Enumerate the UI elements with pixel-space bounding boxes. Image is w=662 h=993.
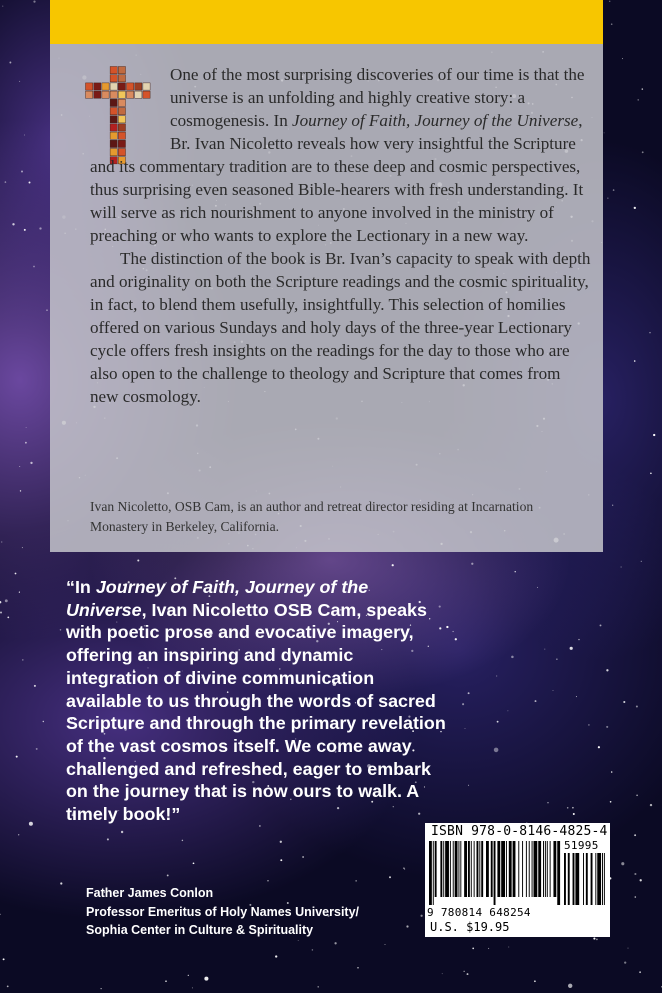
star: [508, 946, 509, 947]
star: [101, 988, 102, 989]
star: [621, 566, 622, 567]
star: [137, 559, 139, 561]
endorsement-quote: “In Journey of Faith, Journey of the Universe, Ivan Nicoletto OSB Cam, speaks with poetic prose and evocative imagery, offering an inspiring and dynamic integration of divine communication available to us through the words of sacred Scripture and through the primary revelation of the vast cosmos itself. We come away challenged and refreshed, eager to embark on the journey that is now ours to walk. A timely book!”: [66, 577, 446, 825]
star: [3, 958, 5, 960]
star: [46, 309, 48, 311]
barcode-bar: [486, 841, 489, 897]
star: [649, 332, 651, 334]
barcode-block: [425, 823, 610, 937]
star: [636, 705, 638, 707]
star: [60, 882, 62, 884]
star: [24, 229, 26, 231]
barcode-bar: [513, 841, 516, 897]
star: [392, 564, 394, 566]
star: [192, 987, 193, 988]
star: [39, 227, 41, 229]
barcode-bar: [501, 841, 505, 897]
barcode-bar: [506, 841, 507, 897]
star: [642, 88, 643, 89]
barcode-bar: [583, 853, 584, 905]
barcode-bar: [453, 841, 454, 897]
star: [578, 639, 579, 640]
star: [606, 726, 608, 728]
price-label: U.S. $19.95: [430, 920, 510, 934]
barcode-bar: [543, 841, 544, 897]
star: [611, 23, 613, 25]
star: [511, 656, 514, 659]
star: [1, 542, 2, 543]
star: [453, 631, 454, 632]
star: [515, 571, 516, 572]
star: [34, 685, 36, 687]
star: [357, 967, 359, 969]
star: [16, 756, 18, 758]
barcode-bar: [468, 841, 470, 897]
star: [193, 862, 195, 864]
star: [641, 561, 642, 562]
star: [570, 647, 573, 650]
barcode-bar: [435, 841, 437, 897]
star: [598, 746, 600, 748]
barcode-bar: [429, 841, 432, 905]
star: [26, 427, 27, 428]
star: [596, 939, 598, 941]
star: [389, 876, 391, 878]
author-bio: Ivan Nicoletto, OSB Cam, is an author and retreat director residing at Incarnation Monastery in Berkeley, California.: [90, 499, 534, 534]
barcode-bar: [474, 841, 475, 897]
star: [535, 700, 537, 702]
barcode-bar: [575, 853, 579, 905]
star: [604, 132, 605, 133]
star: [455, 638, 457, 640]
star: [468, 692, 470, 694]
barcode-bar: [534, 841, 538, 897]
barcode-bar: [433, 841, 434, 905]
star: [467, 973, 469, 975]
star: [356, 880, 357, 881]
star: [22, 547, 23, 548]
book-description: [90, 63, 593, 408]
star: [188, 975, 189, 976]
ean-digits: 9 780814 648254: [427, 906, 531, 919]
description-paragraph-2: The distinction of the book is Br. Ivan’s capacity to speak with depth and originality on both the Scripture readings and the cosmic spirituality, in fact, to blend them usefully, insightfully. This selection of homilies offered on various Sundays and holy days of the three-year Lectionary cycle offers fresh insights on the readings for the day to those who are also open to the challenge to theology and Scripture that comes from new cosmology.: [90, 249, 591, 406]
star: [640, 879, 642, 881]
star: [36, 748, 38, 750]
price-code-digits: 51995: [564, 839, 599, 852]
star: [0, 612, 2, 614]
star: [60, 629, 62, 631]
star: [634, 207, 636, 209]
barcode-bar: [522, 841, 523, 897]
star: [613, 189, 615, 191]
star: [634, 896, 636, 898]
star: [107, 838, 109, 840]
star: [33, 266, 35, 268]
description-paragraph-1: One of the most surprising discoveries of our time is that the universe is an unfolding and highly creative story: a cosmogenesis. In Journey of Faith, Journey of the Universe, Br. Ivan Nicoletto reveals how very insightful the Scripture and its commentary tradition are to these deep and cosmic perspectives, thus surprising even seasoned Bible-hearers with fresh understanding. It will serve as rich nourishment to anyone involved in the ministry of preaching or who wants to explore the Lectionary in a new way.: [90, 65, 585, 245]
star: [639, 971, 641, 973]
barcode-bar: [526, 841, 527, 897]
star: [182, 840, 184, 842]
star: [267, 880, 268, 881]
star: [576, 696, 577, 697]
star: [22, 659, 24, 661]
star: [612, 505, 613, 506]
barcode-bar: [564, 853, 566, 905]
star: [298, 940, 299, 941]
star: [568, 984, 572, 988]
star: [7, 985, 9, 987]
endorsement-book-title: Journey of Faith, Journey of the Universe: [66, 577, 369, 620]
star: [600, 624, 602, 626]
star: [385, 944, 386, 945]
star: [404, 869, 405, 870]
star: [556, 659, 557, 660]
barcode-bar: [532, 841, 533, 897]
star: [43, 721, 44, 722]
star: [462, 703, 464, 705]
star: [573, 813, 575, 815]
barcode-bar: [550, 841, 551, 897]
barcode-bar: [458, 841, 459, 897]
star: [165, 980, 167, 982]
star: [464, 971, 465, 972]
star: [280, 841, 282, 843]
barcode-bar: [455, 841, 458, 897]
star: [642, 151, 644, 153]
star: [312, 949, 314, 951]
star: [19, 466, 20, 467]
barcode-bar: [477, 841, 479, 897]
star: [472, 948, 474, 950]
star: [204, 977, 208, 981]
star: [553, 690, 554, 691]
star: [488, 948, 489, 949]
star: [609, 1, 610, 2]
barcode-bar: [573, 853, 575, 905]
star: [611, 771, 613, 773]
star: [25, 442, 27, 444]
star: [18, 834, 19, 835]
barcode-bar: [595, 853, 596, 905]
barcode-bar: [547, 841, 548, 897]
star: [5, 181, 7, 183]
star: [610, 801, 612, 803]
star: [547, 802, 548, 803]
barcode-bar: [479, 841, 480, 897]
book-title-italic: Journey of Faith, Journey of the Universe: [292, 111, 579, 130]
star: [446, 626, 448, 628]
star: [29, 182, 31, 184]
barcode-bar: [604, 853, 605, 905]
barcode-bar: [538, 841, 541, 897]
barcode-bar: [586, 853, 588, 905]
barcode-bar: [481, 841, 483, 897]
star: [606, 669, 608, 671]
ean-barcode: [429, 841, 561, 905]
barcode-bar: [568, 853, 570, 905]
star: [588, 724, 590, 726]
star: [634, 834, 636, 836]
barcode-bar: [557, 841, 560, 905]
star: [572, 807, 574, 809]
endorsement-attribution: [86, 884, 416, 940]
star: [15, 573, 17, 575]
star: [628, 948, 629, 949]
star: [19, 592, 20, 593]
star: [637, 99, 638, 100]
barcode-bar: [518, 841, 519, 897]
star: [494, 748, 499, 753]
star: [507, 710, 508, 711]
star: [29, 822, 33, 826]
star: [21, 171, 23, 173]
star: [593, 938, 595, 940]
star: [653, 434, 655, 436]
star: [24, 135, 25, 136]
star: [496, 675, 497, 676]
star: [623, 701, 625, 703]
star: [420, 915, 422, 917]
star: [650, 472, 652, 474]
star: [302, 856, 304, 858]
barcode-bar: [545, 841, 546, 897]
star: [30, 462, 32, 464]
barcode-bar: [509, 841, 512, 897]
barcode-bar: [471, 841, 472, 897]
star: [468, 785, 469, 786]
star: [465, 728, 466, 729]
star: [497, 721, 499, 723]
star: [634, 873, 636, 875]
star: [636, 794, 638, 796]
star: [20, 490, 21, 491]
star: [19, 81, 20, 82]
isbn-label: ISBN 978-0-8146-4825-4: [431, 824, 608, 839]
endorser-name: Father James Conlon: [86, 886, 214, 900]
star: [471, 563, 473, 565]
star: [12, 223, 14, 225]
star: [317, 986, 318, 987]
barcode-bar: [597, 853, 601, 905]
star: [9, 62, 11, 64]
star: [650, 804, 652, 806]
star: [275, 955, 277, 957]
star: [403, 867, 405, 869]
barcode-bar: [553, 841, 556, 897]
barcode-bar: [445, 841, 449, 897]
star: [624, 961, 626, 963]
star: [567, 807, 569, 809]
barcode-bar: [460, 841, 461, 897]
star: [537, 587, 538, 588]
barcode-bar: [464, 841, 467, 897]
star: [334, 942, 336, 944]
star: [442, 973, 443, 974]
barcode-bar: [497, 841, 500, 897]
endorser-affiliation-1: Professor Emeritus of Holy Names University/: [86, 904, 360, 919]
star: [534, 980, 536, 982]
price-barcode: [564, 853, 606, 905]
barcode-bar: [440, 841, 442, 897]
star: [7, 616, 9, 618]
star: [607, 198, 608, 199]
barcode-bar: [491, 841, 493, 897]
barcode-bar: [494, 841, 496, 905]
barcode-bar: [602, 853, 603, 905]
star: [621, 862, 624, 865]
star: [544, 649, 545, 650]
star: [5, 599, 8, 602]
star: [634, 360, 636, 362]
star: [280, 859, 282, 861]
star: [622, 58, 623, 59]
star: [33, 1, 35, 3]
barcode-bar: [443, 841, 444, 897]
star: [167, 874, 169, 876]
barcode-bar: [591, 853, 593, 905]
top-color-band: [50, 0, 603, 44]
barcode-bar: [450, 841, 451, 897]
star: [2, 6, 3, 7]
endorser-affiliation-2: Sophia Center in Culture & Spirituality: [86, 923, 314, 937]
star: [121, 831, 123, 833]
barcode-bar: [529, 841, 530, 897]
